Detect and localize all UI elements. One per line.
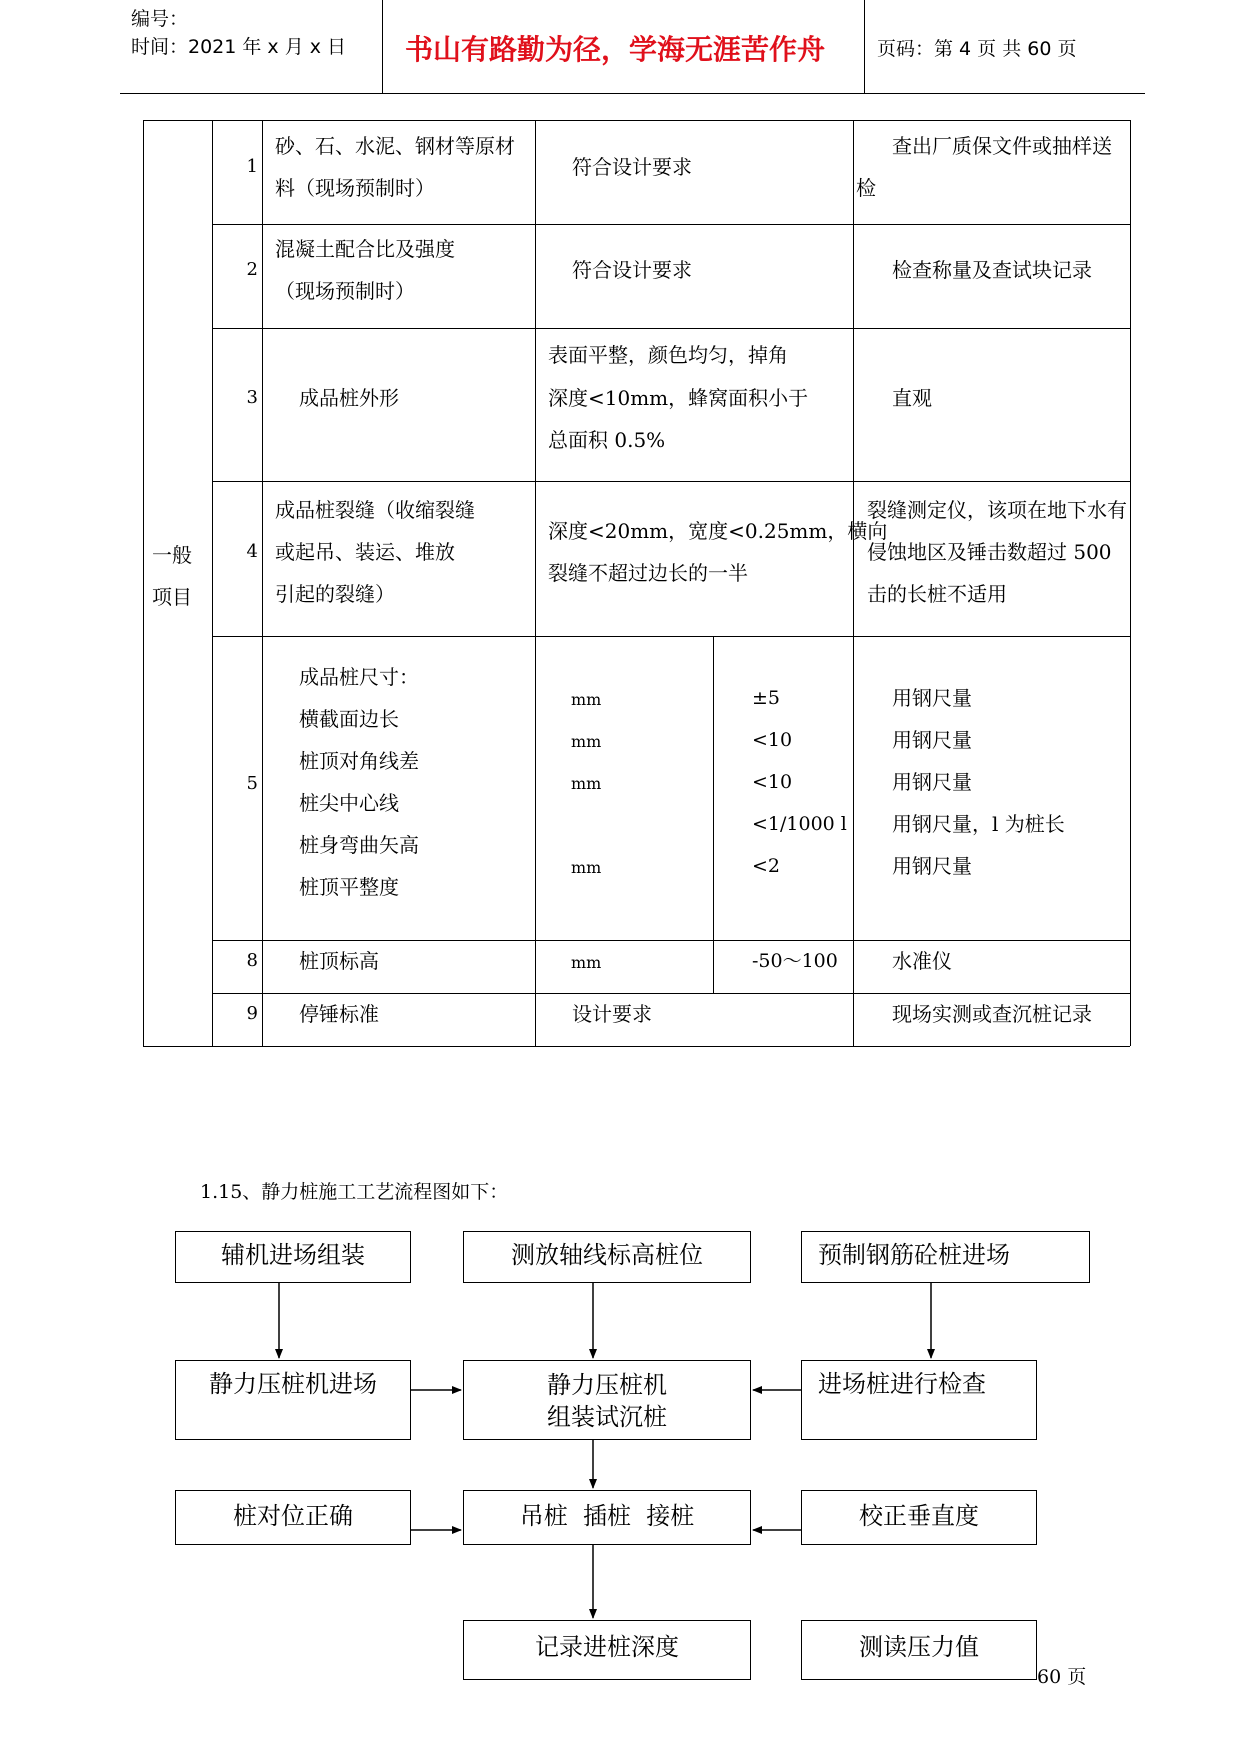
- flowchart-caption: 1.15、静力桩施工工艺流程图如下：: [200, 1181, 509, 1203]
- row-number: 9: [246, 1003, 258, 1024]
- row-number: 1: [246, 156, 258, 177]
- item-text: 桩身弯曲矢高: [299, 833, 419, 857]
- unit-text: mm: [571, 690, 602, 709]
- flow-box-aux-machine: 辅机进场组装: [175, 1231, 411, 1283]
- tolerance-value: <1/1000 l: [752, 813, 847, 835]
- row-number: 2: [246, 259, 258, 280]
- tolerance-value: <10: [752, 729, 793, 751]
- footer-page-fragment: 60 页: [1037, 1666, 1087, 1688]
- standard-text: 裂缝不超过边长的一半: [548, 561, 748, 585]
- item-text: 砂、石、水泥、钢材等原材: [275, 134, 515, 158]
- item-text: 料（现场预制时）: [275, 176, 435, 200]
- method-text: 用钢尺量: [892, 770, 972, 794]
- row-number: 3: [246, 387, 258, 408]
- category-label: 项目: [152, 585, 192, 609]
- method-text: 检: [856, 176, 876, 200]
- item-text: 停锤标准: [299, 1002, 379, 1026]
- method-text: 击的长桩不适用: [867, 582, 1007, 606]
- standard-text: 深度<20mm，宽度<0.25mm，横向: [548, 519, 888, 543]
- item-text: 混凝土配合比及强度: [275, 237, 455, 261]
- item-text: （现场预制时）: [275, 279, 415, 303]
- unit-text: mm: [571, 858, 602, 877]
- standard-text: 设计要求: [572, 1002, 652, 1026]
- flow-box-survey-axis: 测放轴线标高桩位: [463, 1231, 751, 1283]
- number-label: 编号：: [131, 8, 189, 30]
- standard-text: 表面平整，颜色均匀，掉角: [548, 343, 788, 367]
- method-text: 现场实测或查沉桩记录: [892, 1002, 1092, 1026]
- item-text: 成品桩尺寸：: [299, 665, 419, 689]
- item-text: 横截面边长: [299, 707, 399, 731]
- item-text: 桩尖中心线: [299, 791, 399, 815]
- unit-text: mm: [571, 732, 602, 751]
- method-text: 用钢尺量: [892, 728, 972, 752]
- tolerance-value: <10: [752, 771, 793, 793]
- method-text: 直观: [892, 386, 932, 410]
- method-text: 用钢尺量: [892, 854, 972, 878]
- method-text: 用钢尺量: [892, 686, 972, 710]
- item-text: 桩顶平整度: [299, 875, 399, 899]
- item-text: 桩顶对角线差: [299, 749, 419, 773]
- standard-text: 总面积 0.5%: [548, 428, 666, 452]
- motto: 书山有路勤为径，学海无涯苦作舟: [405, 33, 826, 66]
- flow-box-lift-insert-join: 吊桩 插桩 接桩: [463, 1490, 751, 1545]
- row-number: 8: [246, 950, 258, 971]
- item-text: 桩顶标高: [299, 949, 379, 973]
- row-number: 5: [246, 773, 258, 794]
- standard-text: 符合设计要求: [572, 258, 692, 282]
- method-text: 侵蚀地区及锤击数超过 500: [867, 540, 1112, 564]
- method-text: 水准仪: [892, 949, 952, 973]
- flow-box-pile-delivery: 预制钢筋砼桩进场: [801, 1231, 1090, 1283]
- method-text: 检查称量及查试块记录: [892, 258, 1092, 282]
- tolerance-value: <2: [752, 855, 781, 877]
- flow-box-verticality: 校正垂直度: [801, 1490, 1037, 1545]
- method-text: 查出厂质保文件或抽样送: [892, 134, 1112, 158]
- time-label: 时间：2021 年 x 月 x 日: [131, 36, 347, 58]
- category-label: 一般: [152, 543, 192, 567]
- item-text: 引起的裂缝）: [275, 582, 395, 606]
- page-info: 页码：第 4 页 共 60 页: [877, 38, 1077, 60]
- flow-box-pile-alignment: 桩对位正确: [175, 1490, 411, 1545]
- item-text: 或起吊、装运、堆放: [275, 540, 455, 564]
- unit-text: mm: [571, 774, 602, 793]
- flow-box-read-pressure: 测读压力值: [801, 1620, 1037, 1680]
- item-text: 成品桩外形: [299, 386, 399, 410]
- flow-box-assembly-test: 静力压桩机 组装试沉桩: [463, 1360, 751, 1440]
- flow-box-record-depth: 记录进桩深度: [463, 1620, 751, 1680]
- item-text: 成品桩裂缝（收缩裂缝: [275, 498, 475, 522]
- row-number: 4: [246, 541, 258, 562]
- standard-text: 符合设计要求: [572, 155, 692, 179]
- tolerance-value: ±5: [752, 687, 781, 709]
- flow-box-pile-inspection: 进场桩进行检查: [801, 1360, 1037, 1440]
- flow-box-press-machine-entry: 静力压桩机进场: [175, 1360, 411, 1440]
- tolerance-value: -50～100: [752, 950, 838, 972]
- method-text: 裂缝测定仪，该项在地下水有: [867, 498, 1127, 522]
- standard-text: 深度<10mm，蜂窝面积小于: [548, 386, 809, 410]
- method-text: 用钢尺量，l 为桩长: [892, 812, 1065, 836]
- unit-text: mm: [571, 953, 602, 972]
